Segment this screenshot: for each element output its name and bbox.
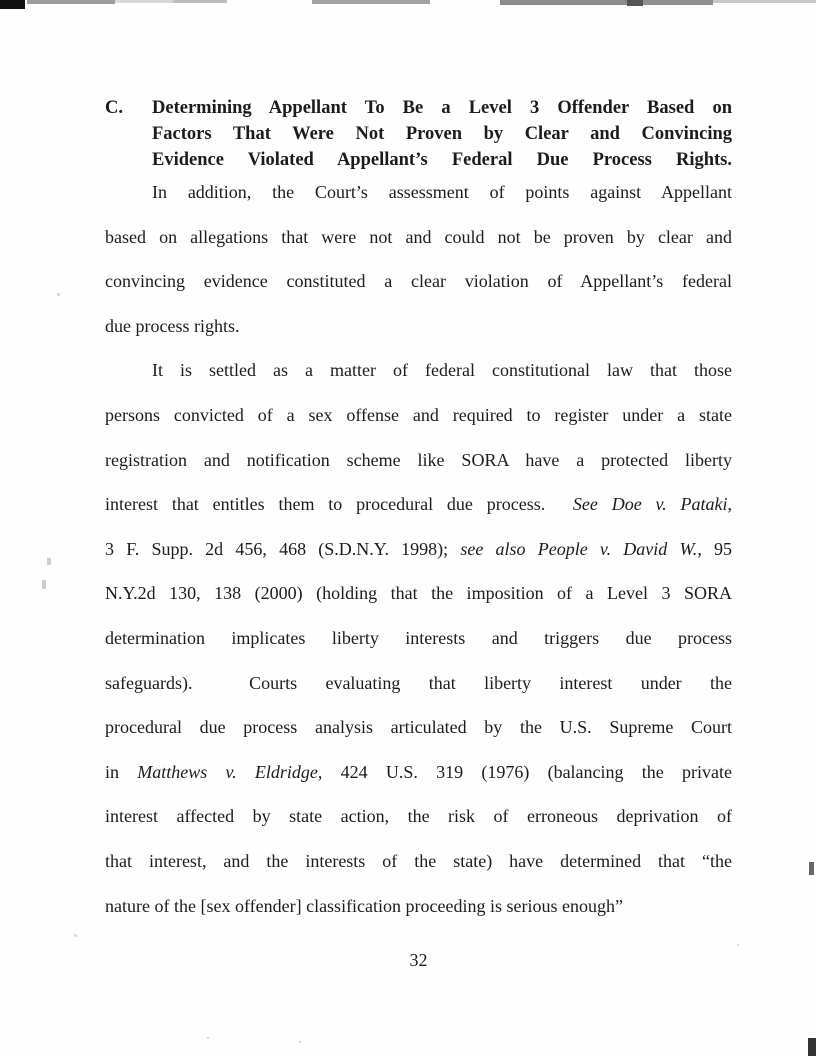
scan-artifact-top-streak	[27, 0, 115, 4]
scan-artifact-edge-mark	[808, 1038, 816, 1056]
body-line: in Matthews v. Eldridge, 424 U.S. 319 (1976) (balancing the private	[105, 761, 732, 782]
scan-artifact-top-streak	[500, 0, 627, 5]
scan-artifact-top-streak	[115, 0, 173, 3]
scan-artifact-edge-mark	[809, 862, 814, 875]
body-line: It is settled as a matter of federal constitutional law that those	[152, 360, 732, 381]
scan-artifact-speck	[207, 1037, 209, 1039]
body-line: safeguards). Courts evaluating that liberty interest under the	[105, 672, 732, 693]
heading-line: Factors That Were Not Proven by Clear and Convincing	[152, 124, 732, 144]
scan-artifact-top-streak	[627, 0, 643, 6]
scan-artifact-corner-mark	[0, 0, 25, 9]
scan-artifact-speck	[299, 1041, 301, 1043]
body-line: N.Y.2d 130, 138 (2000) (holding that the imposition of a Level 3 SORA	[105, 583, 732, 604]
scan-artifact-top-streak	[312, 0, 430, 4]
scan-artifact-speck	[47, 558, 51, 565]
body-line: interest that entitles them to procedural due process. See Doe v. Pataki,	[105, 494, 732, 515]
scan-artifact-speck	[74, 934, 77, 937]
body-line: procedural due process analysis articulated by the U.S. Supreme Court	[105, 717, 732, 738]
scan-artifact-speck	[737, 944, 739, 946]
heading-line: Determining Appellant To Be a Level 3 Offender Based on	[152, 98, 732, 118]
body-line: In addition, the Court’s assessment of points against Appellant	[152, 182, 732, 202]
body-line: based on allegations that were not and could not be proven by clear and	[105, 226, 732, 247]
scan-artifact-speck	[57, 293, 60, 296]
body-line: persons convicted of a sex offense and required to register under a state	[105, 404, 732, 425]
body-line: convincing evidence constituted a clear violation of Appellant’s federal	[105, 271, 732, 292]
body-line: nature of the [sex offender] classification proceeding is serious enough”	[105, 895, 623, 916]
heading-lines	[152, 95, 732, 173]
scan-artifact-top-streak	[713, 0, 816, 3]
body-line: 3 F. Supp. 2d 456, 468 (S.D.N.Y. 1998); see also People v. David W., 95	[105, 538, 733, 559]
scan-artifact-top-streak	[643, 0, 713, 5]
body-line: interest affected by state action, the risk of erroneous deprivation of	[105, 806, 732, 827]
body-line: registration and notification scheme like SORA have a protected liberty	[105, 449, 732, 470]
body-line: determination implicates liberty interests and triggers due process	[105, 627, 732, 648]
section-heading	[105, 95, 732, 173]
heading-line: Evidence Violated Appellant’s Federal Due Process Rights.	[152, 150, 732, 170]
page-footer	[105, 950, 732, 971]
body-text	[105, 170, 732, 928]
body-line: that interest, and the interests of the state) have determined that “the	[105, 850, 732, 871]
scan-artifact-speck	[42, 580, 46, 589]
body-line: due process rights.	[105, 315, 240, 336]
page-number: 32	[409, 950, 428, 970]
scan-artifact-top-streak	[173, 0, 227, 3]
section-heading-label: C.	[105, 98, 123, 118]
